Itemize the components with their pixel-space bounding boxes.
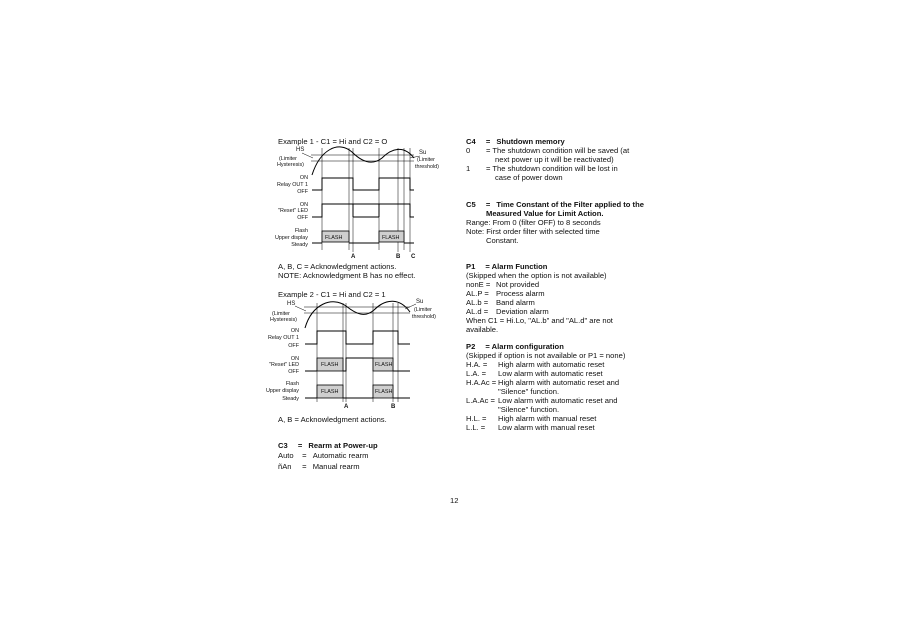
- p1-heading: [466, 262, 547, 271]
- upper-display-label-2: Upper display: [266, 388, 299, 394]
- c3-heading: [278, 441, 378, 450]
- flash-box-5: FLASH: [321, 389, 339, 395]
- led-off-label-2: OFF: [288, 369, 299, 375]
- c4-line-1: 1 = The shutdown condition will be lost in: [466, 164, 618, 173]
- p2-row-7: L.L. = Low alarm with manual reset: [466, 423, 595, 432]
- hs-label-2: HS: [287, 301, 296, 307]
- su-label-2: Su: [416, 299, 424, 305]
- steady-label-2: Steady: [282, 396, 299, 402]
- flash-box-6: FLASH: [375, 389, 393, 395]
- c3-row-auto: Auto = Automatic rearm: [278, 451, 369, 460]
- c5-note-1: Note: First order filter with selected time: [466, 227, 600, 236]
- c5-heading: [466, 200, 644, 209]
- reset-led-label-2: "Reset" LED: [269, 362, 299, 368]
- c4-title: Shutdown memory: [496, 137, 565, 146]
- c5-title-1: Time Constant of the Filter applied to the: [496, 200, 644, 209]
- flash-label-2: Flash: [285, 381, 299, 387]
- p2-heading: [466, 342, 564, 351]
- c4-line-0: 0 = The shutdown condition will be saved (at: [466, 146, 630, 155]
- ack-b-label-2: B: [391, 404, 396, 410]
- relay-on-label-2: ON: [290, 328, 299, 334]
- p1-when-1: When C1 = Hi.Lo, "AL.b" and "AL.d" are not: [466, 316, 613, 325]
- led-on-label-2: ON: [290, 356, 299, 362]
- steady-label: Steady: [291, 242, 308, 248]
- hysteresis-label-2: Hysteresis): [270, 317, 297, 323]
- ack-a-label: A: [351, 254, 356, 260]
- p1-code: P1: [466, 262, 476, 271]
- example1-note-2: NOTE: Acknowledgment B has no effect.: [278, 271, 416, 280]
- su-label: Su: [419, 150, 427, 156]
- p2-row-4: L.A.Ac = Low alarm with automatic reset and: [466, 396, 618, 405]
- page-number: 12: [450, 496, 459, 505]
- c3-row-manual: ñAn = Manual rearm: [278, 462, 360, 471]
- example1-title: Example 1 - C1 = Hi and C2 = O: [278, 137, 388, 146]
- c5-code: C5: [466, 200, 476, 209]
- p2-row-2: H.A.Ac = High alarm with automatic reset and: [466, 378, 620, 387]
- c5-title-2: Measured Value for Limit Action.: [486, 209, 604, 218]
- p1-row-1: AL.P = Process alarm: [466, 289, 545, 298]
- hs-label: HS: [296, 147, 305, 153]
- ack-c-label: C: [411, 254, 416, 260]
- relay-off-label-2: OFF: [288, 343, 299, 349]
- p2-row-0: H.A. = High alarm with automatic reset: [466, 360, 605, 369]
- c5-note-2: Constant.: [486, 236, 519, 245]
- reset-led-label: "Reset" LED: [278, 208, 308, 214]
- ack-b-label: B: [396, 254, 401, 260]
- relay-off-label: OFF: [297, 189, 308, 195]
- ack-a-label-2: A: [344, 404, 349, 410]
- flash-box-3: FLASH: [321, 362, 339, 368]
- p1-title: = Alarm Function: [485, 262, 548, 271]
- p2-row-1: L.A. = Low alarm with automatic reset: [466, 369, 603, 378]
- su-threshold-label-2: threshold): [412, 314, 436, 320]
- example1-note-1: A, B, C = Acknowledgment actions.: [278, 262, 397, 271]
- p1-row-2: AL.b = Band alarm: [466, 298, 535, 307]
- c3-eq: =: [297, 441, 303, 450]
- limiter-label: (Limiter: [279, 156, 297, 162]
- relay-on-label: ON: [299, 175, 308, 181]
- p2-row-5: "Silence" function.: [498, 405, 560, 414]
- c3-code: C3: [278, 441, 288, 450]
- led-off-label: OFF: [297, 215, 308, 221]
- p1-row-0: nonE = Not provided: [466, 280, 540, 289]
- c4-line-1b: case of power down: [495, 173, 563, 182]
- p2-code: P2: [466, 342, 476, 351]
- p2-row-6: H.L. = High alarm with manual reset: [466, 414, 597, 423]
- upper-display-label: Upper display: [275, 235, 308, 241]
- su-limiter-label-2: (Limiter: [414, 307, 432, 313]
- relay-label: Relay OUT 1: [276, 182, 308, 188]
- flash-box-4: FLASH: [375, 362, 393, 368]
- p2-subtitle: (Skipped if option is not available or P1 = none): [466, 351, 626, 360]
- p1-when-2: available.: [466, 325, 499, 334]
- su-threshold-label: threshold): [415, 164, 439, 170]
- c5-eq: =: [485, 200, 491, 209]
- p1-subtitle: (Skipped when the option is not available): [466, 271, 607, 280]
- example2-title: Example 2 - C1 = Hi and C2 = 1: [278, 290, 386, 299]
- p2-row-3: "Silence" function.: [498, 387, 560, 396]
- flash-box-1: FLASH: [325, 235, 343, 241]
- flash-box-2: FLASH: [382, 235, 400, 241]
- limiter-label-2: (Limiter: [272, 311, 290, 317]
- led-on-label: ON: [299, 202, 308, 208]
- example2-note: A, B = Acknowledgment actions.: [278, 415, 387, 424]
- relay-label-2: Relay OUT 1: [267, 335, 299, 341]
- flash-label: Flash: [294, 228, 308, 234]
- c3-title: Rearm at Power-up: [308, 441, 378, 450]
- p1-row-3: AL.d = Deviation alarm: [466, 307, 549, 316]
- c4-heading: [466, 137, 565, 146]
- hysteresis-label: Hysteresis): [277, 162, 304, 168]
- su-limiter-label: (Limiter: [417, 157, 435, 163]
- c5-range: Range: From 0 (filter OFF) to 8 seconds: [466, 218, 601, 227]
- c4-line-0b: next power up it will be reactivated): [495, 155, 614, 164]
- c4-eq: =: [485, 137, 491, 146]
- c4-code: C4: [466, 137, 476, 146]
- p2-title: = Alarm configuration: [485, 342, 564, 351]
